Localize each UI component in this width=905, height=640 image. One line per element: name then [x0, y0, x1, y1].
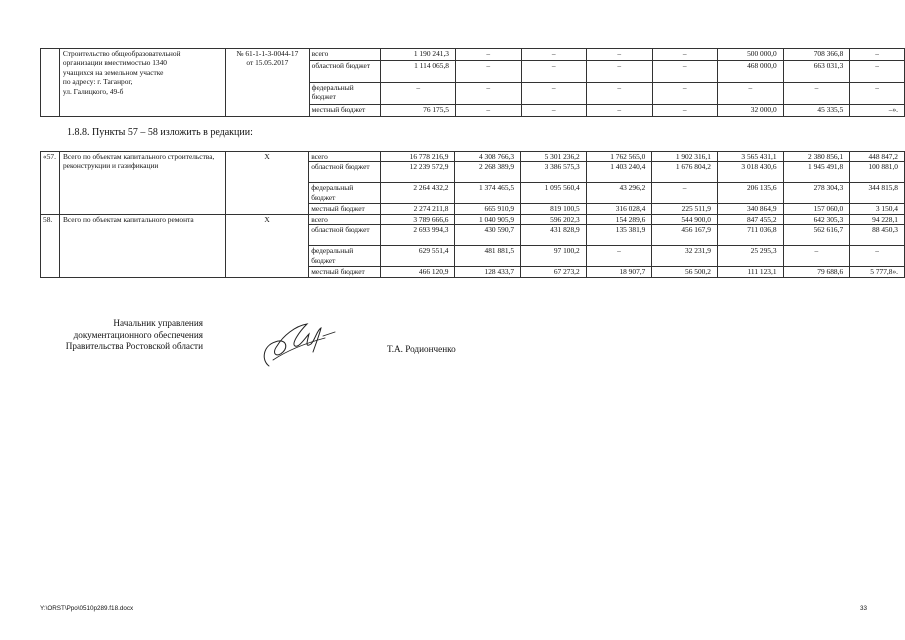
totals-table [40, 151, 905, 278]
value-cell: 340 864,9 [717, 204, 783, 214]
document-line: от 15.05.2017 [246, 58, 289, 68]
object-name-cell [59, 49, 225, 117]
value-cell: – [718, 83, 784, 105]
signatory-name: Т.А. Родионченко [387, 344, 456, 354]
value-cell: 94 228,1 [850, 214, 905, 224]
position-line: Правительства Ростовской области [65, 341, 203, 351]
value-cell: 1 114 065,8 [381, 61, 456, 83]
funding-source: всего [309, 49, 381, 61]
funding-source: федеральный бюджет [309, 246, 381, 267]
value-cell: 431 828,9 [521, 225, 587, 246]
value-cell: – [587, 61, 653, 83]
value-cell: 225 511,9 [652, 204, 718, 214]
value-cell: – [587, 83, 653, 105]
value-cell: 448 847,2 [850, 152, 905, 162]
value-cell: 468 000,0 [718, 61, 784, 83]
value-cell: 1 762 565,0 [586, 152, 652, 162]
value-cell: –». [850, 105, 905, 117]
signatory-position [40, 318, 203, 353]
funding-source: областной бюджет [309, 162, 381, 183]
value-cell: 154 289,6 [586, 214, 652, 224]
value-cell: 2 264 432,2 [380, 183, 455, 204]
object-name-line: организации вместимостью 1340 [62, 58, 167, 68]
item-name-cell: Всего по объектам капитального ремонта [59, 214, 225, 277]
value-cell: 16 778 216,9 [380, 152, 455, 162]
table-row [41, 214, 905, 224]
value-cell: 3 386 575,3 [521, 162, 587, 183]
value-cell: – [381, 83, 456, 105]
value-cell: – [587, 105, 653, 117]
table-row [41, 49, 905, 61]
value-cell: 3 565 431,1 [717, 152, 783, 162]
funding-source: местный бюджет [309, 105, 381, 117]
document-cell: Х [225, 152, 308, 215]
value-cell: – [521, 61, 587, 83]
section-heading: 1.8.8. Пункты 57 – 58 изложить в редакции: [67, 127, 253, 138]
value-cell: 1 676 804,2 [652, 162, 718, 183]
position-line: документационного обеспечения [73, 329, 203, 340]
value-cell: 819 100,5 [521, 204, 587, 214]
object-name-line: Строительство общеобразовательной [62, 49, 181, 58]
value-cell: 642 305,3 [783, 214, 850, 224]
value-cell: – [456, 61, 522, 83]
value-cell: 544 900,0 [652, 214, 718, 224]
value-cell: 25 295,3 [717, 246, 783, 267]
value-cell: 67 273,2 [521, 267, 587, 277]
value-cell: 1 040 905,9 [455, 214, 521, 224]
item-name-cell: Всего по объектам капитального строительства, реконструкции и газификации [59, 152, 225, 215]
value-cell: 665 910,9 [455, 204, 521, 214]
value-cell: 596 202,3 [521, 214, 587, 224]
value-cell: – [521, 83, 587, 105]
value-cell: – [850, 61, 905, 83]
value-cell: 135 381,9 [586, 225, 652, 246]
object-name-line: по адресу: г. Таганрог, [62, 77, 133, 87]
value-cell: 663 031,3 [783, 61, 850, 83]
value-cell: 3 150,4 [850, 204, 905, 214]
value-cell: – [521, 105, 587, 117]
value-cell: – [587, 49, 653, 61]
value-cell: 847 455,2 [717, 214, 783, 224]
value-cell: 1 374 465,5 [455, 183, 521, 204]
object-table [40, 48, 905, 117]
value-cell: – [850, 83, 905, 105]
value-cell: 18 907,7 [586, 267, 652, 277]
funding-source: федеральный бюджет [309, 83, 381, 105]
value-cell: 157 060,0 [783, 204, 850, 214]
value-cell: – [652, 49, 718, 61]
value-cell: 76 175,5 [381, 105, 456, 117]
value-cell: 100 881,0 [850, 162, 905, 183]
funding-source: областной бюджет [309, 225, 381, 246]
object-name-line: учащихся на земельном участке [62, 67, 164, 77]
value-cell: 206 135,6 [717, 183, 783, 204]
funding-source: всего [309, 152, 381, 162]
value-cell: 1 190 241,3 [381, 49, 456, 61]
value-cell: – [652, 183, 718, 204]
value-cell: 629 551,4 [380, 246, 455, 267]
value-cell: – [652, 105, 718, 117]
file-path: Y:\ORST\Ppo\0510p289.f18.docx [40, 605, 134, 612]
document-cell: Х [225, 214, 308, 277]
value-cell: 5 777,8». [850, 267, 905, 277]
value-cell: 79 688,6 [783, 267, 850, 277]
value-cell: 2 693 994,3 [380, 225, 455, 246]
value-cell: 32 000,0 [718, 105, 784, 117]
funding-source: местный бюджет [309, 267, 381, 277]
value-cell: 430 590,7 [455, 225, 521, 246]
value-cell: – [456, 105, 522, 117]
funding-source: местный бюджет [309, 204, 381, 214]
item-number-cell [41, 49, 60, 117]
value-cell: 2 274 211,8 [380, 204, 455, 214]
value-cell: 45 335,5 [783, 105, 850, 117]
value-cell: 278 304,3 [783, 183, 850, 204]
value-cell: – [456, 83, 522, 105]
funding-source: федеральный бюджет [309, 183, 381, 204]
value-cell: 4 308 766,3 [455, 152, 521, 162]
value-cell: – [850, 246, 905, 267]
page-number: 33 [860, 605, 868, 612]
value-cell: 481 881,5 [455, 246, 521, 267]
value-cell: 2 268 389,9 [455, 162, 521, 183]
value-cell: 3 789 666,6 [380, 214, 455, 224]
value-cell: – [521, 49, 587, 61]
value-cell: 562 616,7 [783, 225, 850, 246]
value-cell: – [783, 83, 850, 105]
value-cell: – [652, 83, 718, 105]
value-cell: 500 000,0 [718, 49, 784, 61]
value-cell: 97 100,2 [521, 246, 587, 267]
value-cell: 32 231,9 [652, 246, 718, 267]
document-cell [226, 49, 310, 117]
value-cell: – [586, 246, 652, 267]
value-cell: 708 366,8 [783, 49, 850, 61]
position-line: Начальник управления [113, 318, 203, 328]
value-cell: 5 301 236,2 [521, 152, 587, 162]
value-cell: 1 945 491,8 [783, 162, 850, 183]
value-cell: – [850, 49, 905, 61]
value-cell: 344 815,8 [850, 183, 905, 204]
value-cell: – [783, 246, 850, 267]
value-cell: 2 380 856,1 [783, 152, 850, 162]
value-cell: 128 433,7 [455, 267, 521, 277]
value-cell: – [652, 61, 718, 83]
value-cell: 12 239 572,9 [380, 162, 455, 183]
handwritten-signature [255, 316, 345, 371]
table-row [41, 152, 905, 162]
value-cell: 466 120,9 [380, 267, 455, 277]
value-cell: 1 902 316,1 [652, 152, 718, 162]
value-cell: – [456, 49, 522, 61]
object-name-line: ул. Галицкого, 49-б [62, 86, 124, 96]
value-cell: 88 450,3 [850, 225, 905, 246]
value-cell: 56 500,2 [652, 267, 718, 277]
value-cell: 711 036,8 [717, 225, 783, 246]
funding-source: областной бюджет [309, 61, 381, 83]
document-line: № 61-1-1-3-0044-17 [236, 49, 299, 58]
item-number-cell: «57. [41, 152, 60, 215]
value-cell: 3 018 430,6 [717, 162, 783, 183]
item-number-cell: 58. [41, 214, 60, 277]
value-cell: 1 095 560,4 [521, 183, 587, 204]
value-cell: 1 403 240,4 [586, 162, 652, 183]
value-cell: 111 123,1 [717, 267, 783, 277]
value-cell: 316 028,4 [586, 204, 652, 214]
value-cell: 43 296,2 [586, 183, 652, 204]
funding-source: всего [309, 214, 381, 224]
value-cell: 456 167,9 [652, 225, 718, 246]
